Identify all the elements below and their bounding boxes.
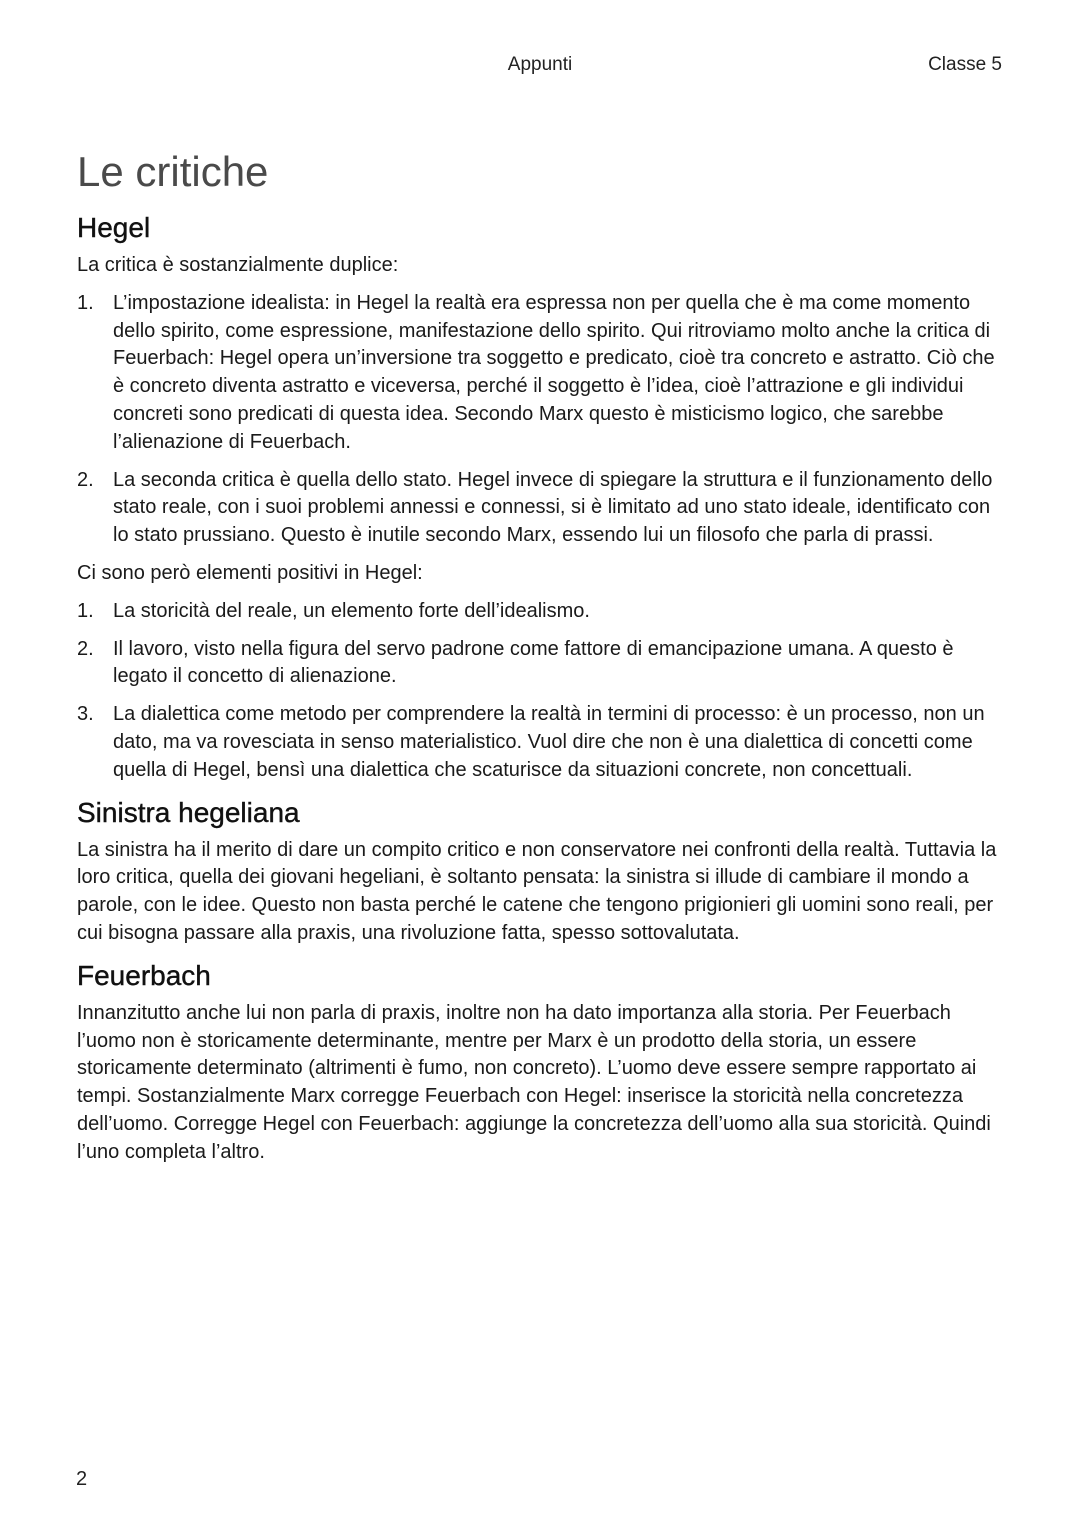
section-feuerbach [77, 958, 1007, 1167]
feuerbach-paragraph: Innanzitutto anche lui non parla di praxis, inoltre non ha dato importanza alla storia. Per Feuerbach l’uomo non è storicamente determinante, mentre per Marx è un prodotto della storia, un essere storicamente determinato (altrimenti è fumo, non concreto). L’uomo deve essere sempre rapportato ai tempi. Sostanzialmente Marx corregge Feuerbach con Hegel: inserisce la storicità nella concretezza dell’uomo. Corregge Hegel con Feuerbach: aggiunge la concretezza dell’uomo alla sua storicità. Quindi l’uno completa l’altro. [77, 1001, 991, 1163]
list-item [77, 467, 1007, 550]
list-item-number: 3. [77, 703, 94, 726]
list-item-number: 2. [77, 468, 94, 491]
hegel-positives-list [77, 598, 1007, 785]
section-hegel [77, 210, 1007, 785]
list-item-text: La dialettica come metodo per comprendere la realtà in termini di processo: è un processo, non un dato, ma va rovesciata in senso materialistico. Vuol dire che non è una dialettica di concetti come quella di Hegel, bensì una dialettica che scaturisce da situazioni concrete, non concettuali. [113, 703, 985, 781]
list-item-number: 2. [77, 637, 94, 660]
list-item-text: La seconda critica è quella dello stato. Hegel invece di spiegare la struttura e il funzionamento dello stato reale, con i suoi problemi annessi e connessi, si è limitato ad uno stato ideale, identificato con lo stato prussiano. Questo è inutile secondo Marx, essendo lui un filosofo che parla di prassi. [113, 468, 993, 547]
hegel-positives-intro: Ci sono però elementi positivi in Hegel: [77, 561, 423, 584]
page-title: Le critiche [77, 148, 269, 195]
page-number: 2 [76, 1468, 88, 1490]
list-item-text: La storicità del reale, un elemento forte dell’idealismo. [113, 599, 590, 622]
list-item-text: L’impostazione idealista: in Hegel la realtà era espressa non per quella che è ma come momento dello spirito, come espressione, manifestazione dello spirito. Qui ritroviamo molto anche la critica di Feuerbach: Hegel opera un’inversione tra soggetto e predicato, cioè tra concreto e astratto. Ciò che è concreto diventa astratto e viceversa, perché il soggetto è l’idea, cioè l’attrazione e gli individui concreti sono predicati di questa idea. Secondo Marx questo è misticismo logico, che sarebbe l’alienazione di Feuerbach. [113, 291, 995, 453]
header-class-label: Classe 5 [928, 54, 1002, 75]
list-item-number: 1. [77, 291, 94, 314]
section-heading-feuerbach: Feuerbach [77, 959, 211, 991]
list-item [77, 701, 1007, 784]
list-item [77, 636, 1007, 692]
sinistra-paragraph: La sinistra ha il merito di dare un compito critico e non conservatore nei confronti della realtà. Tuttavia la loro critica, quella dei giovani hegeliani, è soltanto pensata: la sinistra si illude di cambiare il mondo a parole, con le idee. Questo non basta perché le catene che tengono prigionieri gli uomini sono reali, per cui bisogna passare alla praxis, una rivoluzione fatta, spesso sottovalutata. [77, 838, 997, 944]
hegel-intro: La critica è sostanzialmente duplice: [77, 254, 399, 276]
section-heading-hegel: Hegel [77, 212, 151, 243]
section-heading-sinistra: Sinistra hegeliana [77, 796, 300, 828]
section-sinistra-hegeliana [77, 795, 1007, 948]
list-item-text: Il lavoro, visto nella figura del servo padrone come fattore di emancipazione umana. A questo è legato il concetto di alienazione. [113, 637, 954, 688]
header-title: Appunti [507, 54, 573, 75]
list-item [77, 598, 1007, 626]
hegel-criticisms-list [77, 290, 1007, 550]
page-content [77, 146, 1007, 1177]
list-item [77, 290, 1007, 457]
list-item-number: 1. [77, 599, 94, 622]
